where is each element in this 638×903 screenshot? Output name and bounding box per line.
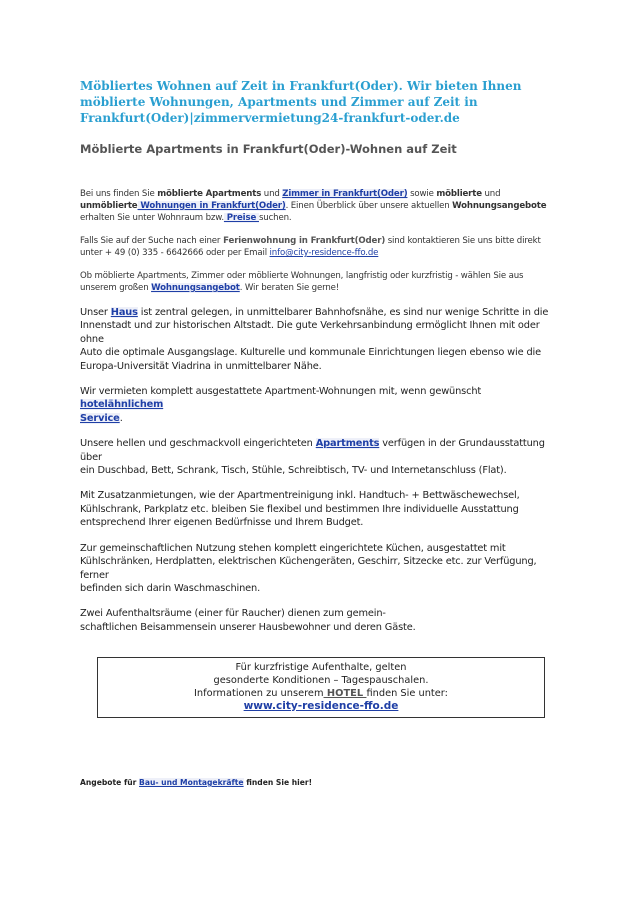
text: Unsere hellen und geschmackvoll eingerichteten bbox=[80, 438, 316, 450]
text: und bbox=[481, 189, 501, 199]
text: unserem großen bbox=[80, 283, 152, 293]
text: . Wir beraten Sie gerne! bbox=[239, 283, 340, 293]
link-wohnungen[interactable]: Wohnungen in Frankfurt(Oder) bbox=[137, 201, 286, 211]
title-line-3: Frankfurt(Oder)|zimmervermietung24-frankfurt-oder.de bbox=[80, 111, 460, 125]
box-line-1: Für kurzfristige Aufenthalte, gelten bbox=[235, 662, 407, 673]
text: . bbox=[119, 412, 123, 424]
text: ist zentral gelegen, in unmittelbarer Bahnhofsnähe, es sind nur wenige Schritte in die bbox=[137, 307, 549, 318]
hotel-info-box bbox=[97, 657, 545, 718]
kitchen-paragraph bbox=[80, 542, 562, 596]
text: Wir vermieten komplett ausgestattete Apartment-Wohnungen mit, wenn gewünscht bbox=[80, 386, 482, 398]
text: . Einen Überblick über unsere aktuellen bbox=[285, 201, 453, 211]
extras-paragraph bbox=[80, 489, 562, 529]
box-line-3 bbox=[98, 687, 544, 700]
text: Informationen zu unserem bbox=[194, 688, 324, 699]
bold-text: unmöblierte bbox=[80, 201, 138, 211]
text: Bei uns finden Sie bbox=[80, 189, 158, 199]
bold-text: möblierte Apartments bbox=[157, 189, 262, 199]
text: Auto die optimale Ausgangslage. Kulturelle und kommunale Einrichtungen liegen ebenso wie die bbox=[80, 347, 541, 359]
text: schaftlichen Beisammensein unserer Hausbewohner und deren Gäste. bbox=[80, 621, 416, 633]
lounge-paragraph bbox=[80, 607, 562, 634]
link-haus[interactable]: Haus bbox=[110, 307, 138, 318]
box-line-2: gesonderte Konditionen – Tagespauschalen. bbox=[213, 675, 429, 686]
title-line-2: möblierte Wohnungen, Apartments und Zimmer auf Zeit in bbox=[80, 95, 478, 109]
title-line-1: Möbliertes Wohnen auf Zeit in Frankfurt(Oder). Wir bieten Ihnen bbox=[80, 79, 522, 93]
bold-text: Ferienwohnung in Frankfurt(Oder) bbox=[220, 236, 386, 246]
text: Falls Sie auf der Suche nach einer bbox=[80, 236, 221, 246]
link-wohnungsangebot[interactable]: Wohnungsangebot bbox=[151, 283, 240, 293]
text: Kühlschrank, Parkplatz etc. bleiben Sie flexibel und bestimmen Ihre individuelle Ausstattung bbox=[80, 503, 519, 515]
text: ein Duschbad, Bett, Schrank, Tisch, Stühle, Schreibtisch, TV- und Internetanschluss (Flat). bbox=[80, 465, 507, 477]
page-subtitle: Möblierte Apartments in Frankfurt(Oder)-Wohnen auf Zeit bbox=[80, 142, 457, 156]
document-page bbox=[80, 78, 562, 634]
text: Kühlschränken, Herdplatten, elektrischen Küchengeräten, Geschirr, Sitzecke etc. zur Verfügung, ferner bbox=[80, 556, 537, 581]
text: Mit Zusatzanmietungen, wie der Apartmentreinigung inkl. Handtuch- + Bettwäschewechsel, bbox=[80, 490, 520, 502]
text: Innenstadt und zur historischen Altstadt. Die gute Verkehrsanbindung ermöglicht Ihnen mit oder ohne bbox=[80, 320, 540, 345]
text: Angebote für bbox=[80, 778, 140, 787]
apartments-paragraph bbox=[80, 437, 562, 477]
footer-note bbox=[80, 778, 312, 787]
text: Zwei Aufenthaltsräume (einer für Raucher) dienen zum gemein- bbox=[80, 608, 386, 620]
text: Europa-Universität Viadrina in unmittelbarer Nähe. bbox=[80, 360, 322, 372]
bold-text: möblierte bbox=[436, 189, 482, 199]
link-hotelaehnlich[interactable]: hotelähnlichem bbox=[80, 399, 164, 411]
text: verfügen in der Grundausstattung über bbox=[80, 438, 545, 463]
text: entsprechend Ihrer eigenen Bedürfnisse und Ihrem Budget. bbox=[80, 517, 364, 529]
contact-paragraph bbox=[80, 235, 562, 259]
text: Unser bbox=[80, 307, 111, 318]
location-paragraph bbox=[80, 306, 562, 373]
offer-paragraph bbox=[80, 270, 562, 294]
text: erhalten Sie unter Wohnraum bzw. bbox=[80, 213, 224, 223]
page-title bbox=[80, 78, 562, 126]
hotel-word: HOTEL bbox=[323, 688, 367, 699]
link-apartments[interactable]: Apartments bbox=[315, 438, 380, 450]
text: unter + 49 (0) 335 - 6642666 oder per Email bbox=[80, 248, 270, 258]
text: finden Sie unter: bbox=[366, 688, 448, 699]
intro-paragraph bbox=[80, 188, 562, 224]
text: Ob möblierte Apartments, Zimmer oder möblierte Wohnungen, langfristig oder kurzfristig - wählen Sie aus bbox=[80, 271, 524, 281]
website-link[interactable]: www.city-residence-ffo.de bbox=[243, 700, 399, 712]
email-link[interactable]: info@city-residence-ffo.de bbox=[269, 248, 379, 258]
text: befinden sich darin Waschmaschinen. bbox=[80, 582, 261, 594]
text: und bbox=[261, 189, 283, 199]
bold-text: Wohnungsangebote bbox=[452, 201, 547, 211]
link-bau-montage[interactable]: Bau- und Montagekräfte bbox=[139, 778, 244, 787]
text: sind kontaktieren Sie uns bitte direkt bbox=[385, 236, 541, 246]
text: Zur gemeinschaftlichen Nutzung stehen komplett eingerichtete Küchen, ausgestattet mit bbox=[80, 542, 506, 554]
text: finden Sie hier! bbox=[243, 778, 313, 787]
service-paragraph bbox=[80, 385, 562, 425]
text: sowie bbox=[407, 189, 437, 199]
link-preise[interactable]: Preise bbox=[223, 213, 259, 223]
link-zimmer[interactable]: Zimmer in Frankfurt(Oder) bbox=[282, 189, 408, 199]
link-service[interactable]: Service bbox=[80, 412, 120, 424]
text: suchen. bbox=[258, 213, 292, 223]
